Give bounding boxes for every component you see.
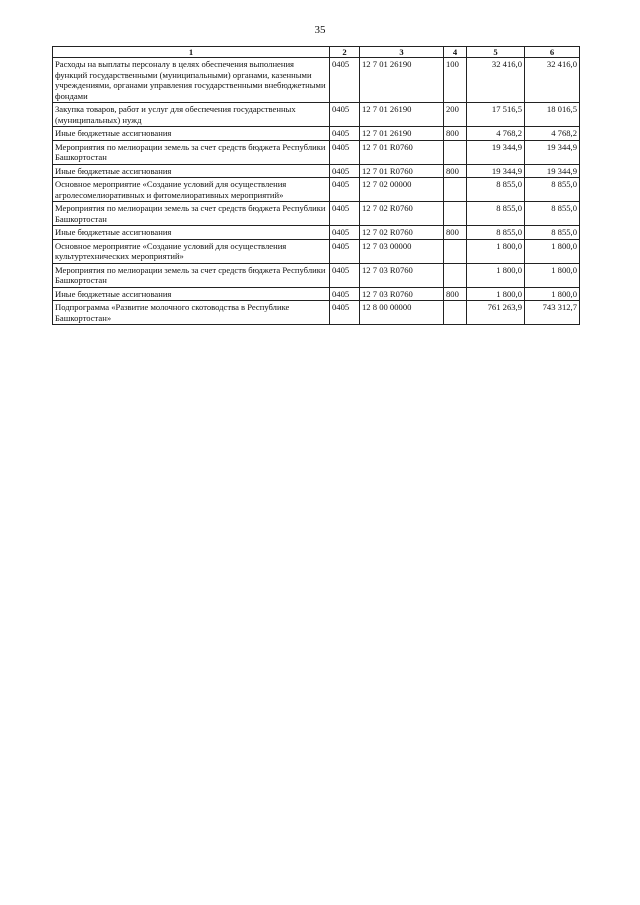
section-code-cell: 0405	[330, 58, 360, 103]
section-code-cell: 0405	[330, 127, 360, 141]
expense-type-cell	[444, 140, 467, 164]
target-code-cell: 12 7 02 R0760	[360, 226, 444, 240]
amount-col6-cell: 19 344,9	[525, 164, 580, 178]
target-code-cell: 12 7 01 R0760	[360, 140, 444, 164]
expense-type-cell	[444, 202, 467, 226]
table-row	[53, 178, 580, 202]
table-row	[53, 58, 580, 103]
amount-col5-cell: 32 416,0	[467, 58, 525, 103]
expense-type-cell: 200	[444, 103, 467, 127]
table-row	[53, 263, 580, 287]
target-code-cell: 12 7 02 R0760	[360, 202, 444, 226]
table-row	[53, 287, 580, 301]
section-code-cell: 0405	[330, 178, 360, 202]
amount-col5-cell: 1 800,0	[467, 263, 525, 287]
amount-col5-cell: 19 344,9	[467, 164, 525, 178]
table-row	[53, 103, 580, 127]
section-code-cell: 0405	[330, 226, 360, 240]
section-code-cell: 0405	[330, 239, 360, 263]
row-name-cell: Иные бюджетные ассигнования	[53, 287, 330, 301]
amount-col6-cell: 1 800,0	[525, 287, 580, 301]
column-header: 3	[360, 47, 444, 58]
table-row	[53, 140, 580, 164]
row-name-cell: Мероприятия по мелиорации земель за счет средств бюджета Республики Башкортостан	[53, 140, 330, 164]
row-name-cell: Мероприятия по мелиорации земель за счет средств бюджета Республики Башкортостан	[53, 263, 330, 287]
section-code-cell: 0405	[330, 103, 360, 127]
table-body	[53, 58, 580, 325]
expense-type-cell	[444, 301, 467, 325]
amount-col6-cell: 1 800,0	[525, 239, 580, 263]
row-name-cell: Иные бюджетные ассигнования	[53, 127, 330, 141]
amount-col5-cell: 4 768,2	[467, 127, 525, 141]
column-header: 1	[53, 47, 330, 58]
amount-col6-cell: 743 312,7	[525, 301, 580, 325]
expense-type-cell: 800	[444, 287, 467, 301]
target-code-cell: 12 7 01 26190	[360, 58, 444, 103]
amount-col6-cell: 1 800,0	[525, 263, 580, 287]
row-name-cell: Иные бюджетные ассигнования	[53, 226, 330, 240]
amount-col6-cell: 8 855,0	[525, 178, 580, 202]
amount-col6-cell: 32 416,0	[525, 58, 580, 103]
target-code-cell: 12 7 03 R0760	[360, 287, 444, 301]
amount-col6-cell: 8 855,0	[525, 202, 580, 226]
column-header: 6	[525, 47, 580, 58]
section-code-cell: 0405	[330, 140, 360, 164]
section-code-cell: 0405	[330, 287, 360, 301]
page-number: 35	[314, 24, 326, 36]
target-code-cell: 12 7 01 26190	[360, 127, 444, 141]
amount-col5-cell: 8 855,0	[467, 178, 525, 202]
table-row	[53, 164, 580, 178]
column-header: 4	[444, 47, 467, 58]
table-row	[53, 127, 580, 141]
expense-type-cell	[444, 239, 467, 263]
target-code-cell: 12 7 03 R0760	[360, 263, 444, 287]
target-code-cell: 12 7 01 R0760	[360, 164, 444, 178]
table-row	[53, 239, 580, 263]
budget-table	[52, 46, 580, 325]
section-code-cell: 0405	[330, 301, 360, 325]
table-header-row	[53, 47, 580, 58]
table-row	[53, 226, 580, 240]
amount-col5-cell: 1 800,0	[467, 239, 525, 263]
row-name-cell: Основное мероприятие «Создание условий для осуществления культуртехнических мероприятий»	[53, 239, 330, 263]
expense-type-cell	[444, 263, 467, 287]
amount-col5-cell: 8 855,0	[467, 202, 525, 226]
row-name-cell: Подпрограмма «Развитие молочного скотоводства в Республике Башкортостан»	[53, 301, 330, 325]
row-name-cell: Иные бюджетные ассигнования	[53, 164, 330, 178]
amount-col6-cell: 19 344,9	[525, 140, 580, 164]
target-code-cell: 12 8 00 00000	[360, 301, 444, 325]
expense-type-cell: 800	[444, 164, 467, 178]
expense-type-cell: 800	[444, 127, 467, 141]
row-name-cell: Расходы на выплаты персоналу в целях обеспечения выполнения функций государственными (муниципальными) органами, казенными учреждениями, органами управления государственными внебюджетными фондами	[53, 58, 330, 103]
amount-col5-cell: 761 263,9	[467, 301, 525, 325]
amount-col5-cell: 1 800,0	[467, 287, 525, 301]
column-header: 5	[467, 47, 525, 58]
section-code-cell: 0405	[330, 263, 360, 287]
table-row	[53, 301, 580, 325]
section-code-cell: 0405	[330, 202, 360, 226]
table-row	[53, 202, 580, 226]
expense-type-cell: 800	[444, 226, 467, 240]
amount-col6-cell: 18 016,5	[525, 103, 580, 127]
target-code-cell: 12 7 01 26190	[360, 103, 444, 127]
row-name-cell: Основное мероприятие «Создание условий для осуществления агролесомелиоративных и фитомелиоративных мероприятий»	[53, 178, 330, 202]
amount-col5-cell: 19 344,9	[467, 140, 525, 164]
row-name-cell: Мероприятия по мелиорации земель за счет средств бюджета Республики Башкортостан	[53, 202, 330, 226]
section-code-cell: 0405	[330, 164, 360, 178]
amount-col6-cell: 8 855,0	[525, 226, 580, 240]
expense-type-cell: 100	[444, 58, 467, 103]
column-header: 2	[330, 47, 360, 58]
amount-col5-cell: 17 516,5	[467, 103, 525, 127]
target-code-cell: 12 7 02 00000	[360, 178, 444, 202]
expense-type-cell	[444, 178, 467, 202]
amount-col5-cell: 8 855,0	[467, 226, 525, 240]
row-name-cell: Закупка товаров, работ и услуг для обеспечения государственных (муниципальных) нужд	[53, 103, 330, 127]
amount-col6-cell: 4 768,2	[525, 127, 580, 141]
target-code-cell: 12 7 03 00000	[360, 239, 444, 263]
